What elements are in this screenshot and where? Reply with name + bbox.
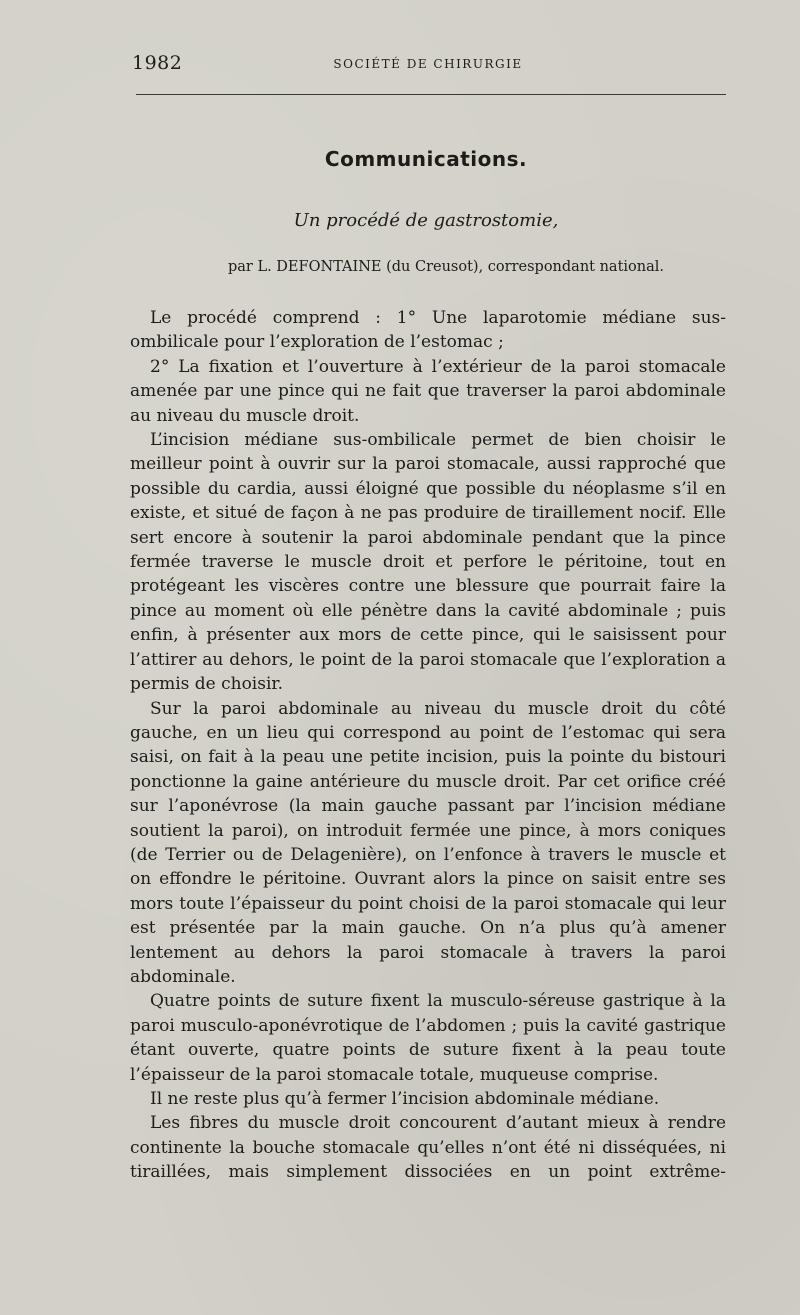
article-body <box>130 306 726 1185</box>
article-byline: par L. DEFONTAINE (du Creusot), correspondant national. <box>227 259 665 275</box>
page-header <box>132 52 724 76</box>
paragraph: Le procédé comprend : 1° Une laparotomie médiane sus-ombilicale pour l’exploration de l’estomac ; <box>130 308 726 353</box>
paragraph: Sur la paroi abdominale au niveau du muscle droit du côté gauche, en un lieu qui correspond au point de l’estomac qui sera saisi, on fait à la peau une petite incision, puis la pointe du bistouri ponctionne la gaine antérieure du muscle droit. Par cet orifice créé sur l’aponévrose (la main gauche passant par l’incision médiane soutient la paroi), on introduit fermée une pince, à mors coniques (de Terrier ou de Delagenière), on l’enfonce à travers le muscle et on effondre le péritoine. Ouvrant alors la pince on saisit entre ses mors toute l’épaisseur du point choisi de la paroi stomacale qui leur est présentée par la main gauche. On n’a plus qu’à amener lentement au dehors la paroi stomacale à travers la paroi abdominale. <box>130 698 726 987</box>
running-head: SOCIÉTÉ DE CHIRURGIE <box>333 57 523 71</box>
article-title: Un procédé de gastrostomie, <box>293 210 559 231</box>
paragraph: L’incision médiane sus-ombilicale permet de bien choisir le meilleur point à ouvrir sur la paroi stomacale, aussi rapproché que possible du cardia, aussi éloigné que possible du néoplasme s’il en existe, et situé de façon à ne pas produire de tiraillement nocif. Elle sert encore à soutenir la paroi abdominale pendant que la pince fermée traverse le muscle droit et perfore le péritoine, tout en protégeant les viscères contre une blessure que pourrait faire la pince au moment où elle pénètre dans la cavité abdominale ; puis enfin, à présenter aux mors de cette pince, qui le saisissent pour l’attirer au dehors, le point de la paroi stomacale que l’exploration a permis de choisir. <box>130 430 726 695</box>
section-title: Communications. <box>324 147 528 171</box>
paragraph: 2° La fixation et l’ouverture à l’extérieur de la paroi stomacale amenée par une pince qui ne fait que traverser la paroi abdominale au niveau du muscle droit. <box>130 356 726 426</box>
paragraph: Les fibres du muscle droit concourent d’autant mieux à rendre continente la bouche stomacale qu’elles n’ont été ni disséquées, ni tiraillées, mais simplement dissociées en un point extrême- <box>130 1113 726 1183</box>
paragraph: Il ne reste plus qu’à fermer l’incision abdominale médiane. <box>150 1089 660 1109</box>
page-number: 1982 <box>132 52 183 74</box>
header-rule <box>136 94 726 95</box>
paragraph: Quatre points de suture fixent la musculo-séreuse gastrique à la paroi musculo-aponévrotique de l’abdomen ; puis la cavité gastrique étant ouverte, quatre points de suture fixent à la peau toute l’épaisseur de la paroi stomacale totale, muqueuse comprise. <box>130 991 726 1085</box>
